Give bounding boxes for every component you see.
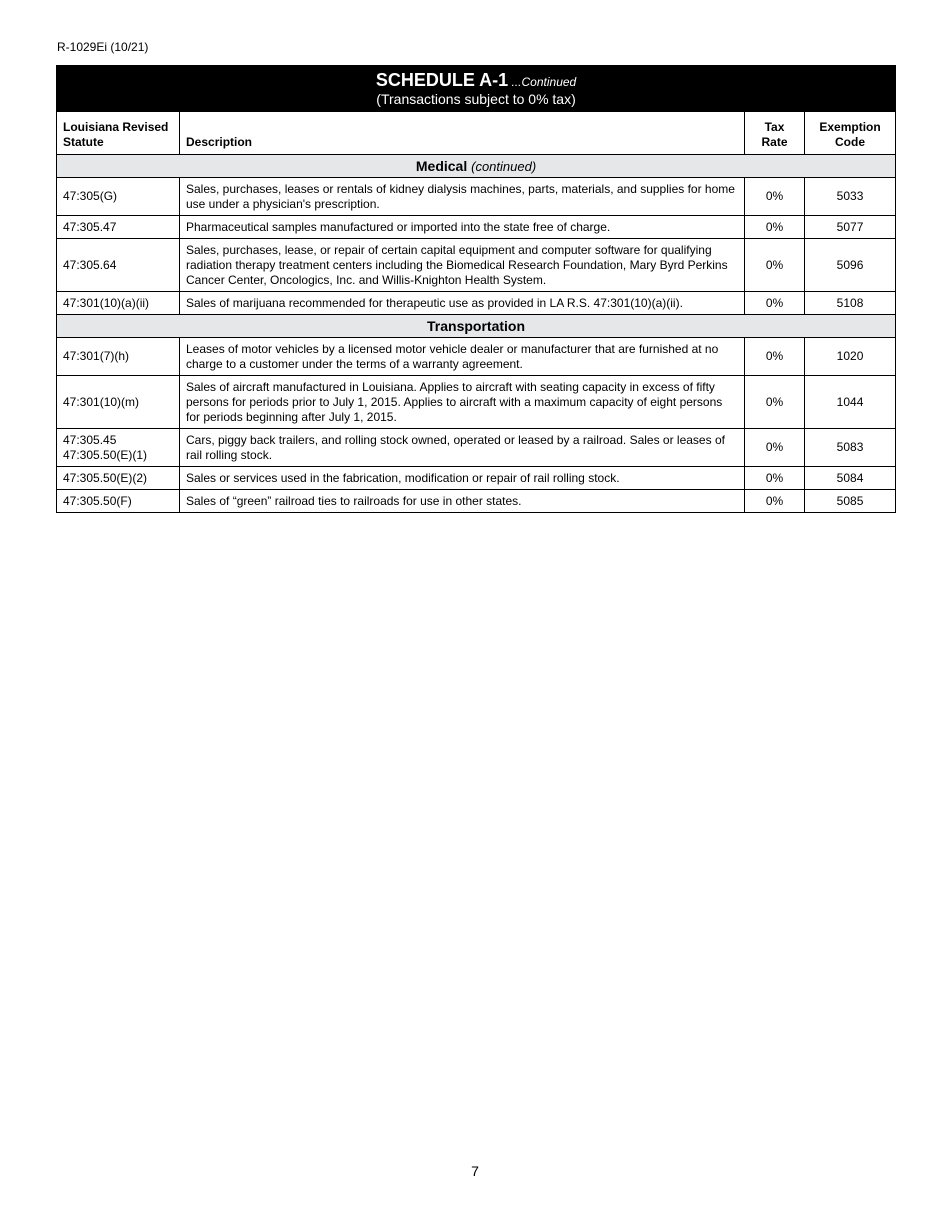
statute-cell: 47:305(G) [57, 178, 180, 216]
statute-cell: 47:305.64 [57, 239, 180, 292]
schedule-table [56, 65, 896, 513]
page-number: 7 [471, 1163, 479, 1179]
schedule-subtitle: (Transactions subject to 0% tax) [376, 90, 576, 107]
description-cell: Sales or services used in the fabrication, modification or repair of rail rolling stock. [180, 467, 745, 490]
description-cell: Leases of motor vehicles by a licensed motor vehicle dealer or manufacturer that are furnished at no charge to a customer under the terms of a warranty agreement. [180, 338, 745, 376]
statute-cell: 47:305.50(E)(2) [57, 467, 180, 490]
statute-cell: 47:301(10)(m) [57, 376, 180, 429]
table-row [57, 467, 896, 490]
description-cell: Sales of marijuana recommended for therapeutic use as provided in LA R.S. 47:301(10)(a)(ii). [180, 292, 745, 315]
statute-cell: 47:301(10)(a)(ii) [57, 292, 180, 315]
col-header-exemption-code: Exemption Code [805, 112, 896, 155]
description-cell: Sales, purchases, leases or rentals of kidney dialysis machines, parts, materials, and supplies for home use under a physician's prescription. [180, 178, 745, 216]
statute-cell: 47:305.50(F) [57, 490, 180, 513]
statute-line: 47:305.45 [63, 432, 117, 447]
statute-cell: 47:305.47 [57, 216, 180, 239]
tax-rate-cell: 0% [745, 338, 805, 376]
table-row [57, 292, 896, 315]
schedule-title: SCHEDULE A-1 [375, 70, 509, 91]
col-header-description: Description [180, 112, 745, 155]
table-row [57, 376, 896, 429]
table-row [57, 429, 896, 467]
exemption-code-cell: 5085 [805, 490, 896, 513]
column-header-row [57, 112, 896, 155]
tax-rate-cell: 0% [745, 292, 805, 315]
table-row [57, 178, 896, 216]
description-cell: Sales of aircraft manufactured in Louisiana. Applies to aircraft with seating capacity in excess of fifty persons for periods prior to July 1, 2015. Applies to aircraft with a maximum capacity of eight persons for periods beginning after July 1, 2015. [180, 376, 745, 429]
col-header-statute: Louisiana Revised Statute [57, 112, 180, 155]
exemption-code-cell: 5083 [805, 429, 896, 467]
tax-rate-cell: 0% [745, 239, 805, 292]
section-name: Medical [415, 158, 468, 174]
exemption-code-cell: 5096 [805, 239, 896, 292]
section-header-transportation [57, 315, 896, 338]
exemption-code-cell: 1044 [805, 376, 896, 429]
exemption-code-cell: 5108 [805, 292, 896, 315]
schedule-title-bar [57, 66, 896, 112]
statute-cell [57, 429, 180, 467]
statute-line: 47:305.50(E)(1) [63, 447, 148, 462]
table-row [57, 239, 896, 292]
tax-rate-cell: 0% [745, 467, 805, 490]
exemption-code-cell: 5084 [805, 467, 896, 490]
tax-rate-cell: 0% [745, 429, 805, 467]
table-row [57, 490, 896, 513]
tax-rate-cell: 0% [745, 178, 805, 216]
exemption-code-cell: 5077 [805, 216, 896, 239]
section-header-medical [57, 155, 896, 178]
statute-cell: 47:301(7)(h) [57, 338, 180, 376]
tax-rate-cell: 0% [745, 376, 805, 429]
description-cell: Pharmaceutical samples manufactured or imported into the state free of charge. [180, 216, 745, 239]
section-qualifier: (continued) [471, 159, 537, 174]
table-row [57, 338, 896, 376]
tax-rate-cell: 0% [745, 216, 805, 239]
description-cell: Sales, purchases, lease, or repair of certain capital equipment and computer software for qualifying radiation therapy treatment centers including the Biomedical Research Foundation, Mary Byrd Perkins Cancer Center, Oncologics, Inc. and Willis-Knighton Health System. [180, 239, 745, 292]
col-header-tax-rate: Tax Rate [745, 112, 805, 155]
exemption-code-cell: 1020 [805, 338, 896, 376]
description-cell: Cars, piggy back trailers, and rolling stock owned, operated or leased by a railroad. Sales or leases of rail rolling stock. [180, 429, 745, 467]
form-id: R-1029Ei (10/21) [57, 40, 149, 54]
section-name: Transportation [427, 318, 526, 334]
exemption-code-cell: 5033 [805, 178, 896, 216]
tax-rate-cell: 0% [745, 490, 805, 513]
schedule-title-continued: ...Continued [511, 75, 577, 90]
description-cell: Sales of “green” railroad ties to railroads for use in other states. [180, 490, 745, 513]
table-row [57, 216, 896, 239]
